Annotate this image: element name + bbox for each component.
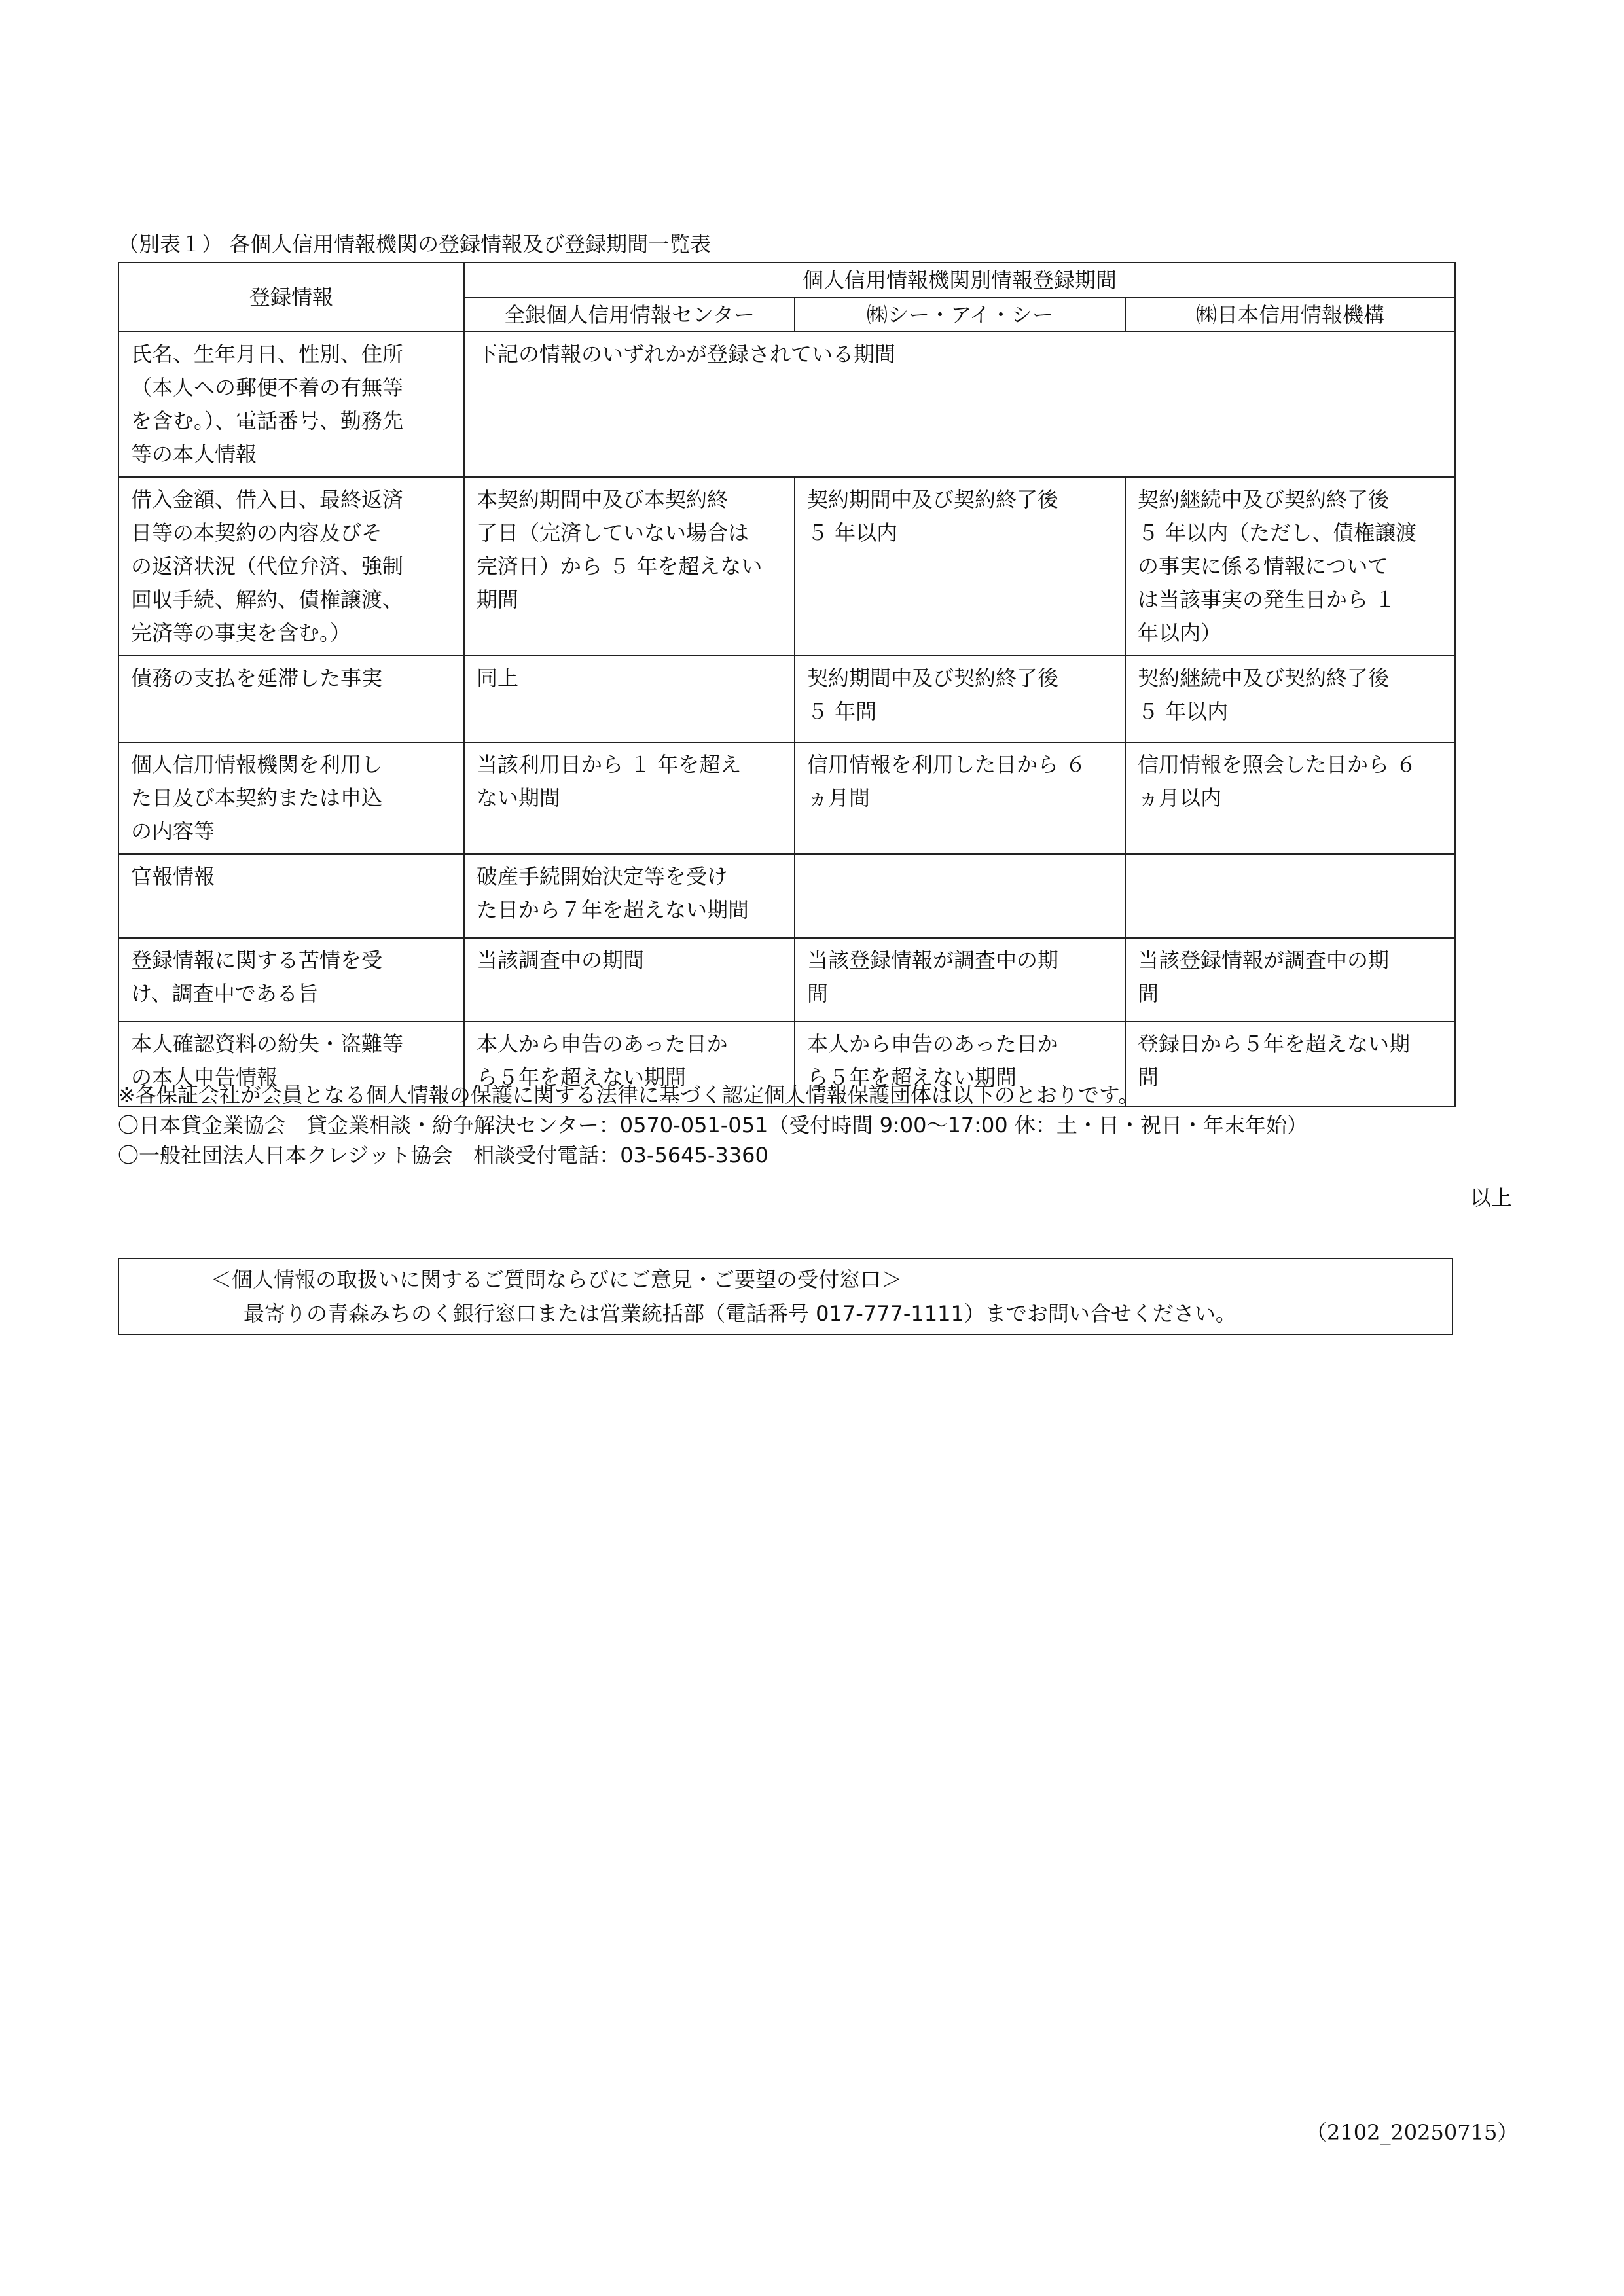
table-row xyxy=(118,742,1455,854)
row-period-jicc: 信用情報を照会した日から ６ ヵ月以内 xyxy=(1125,742,1455,854)
row-period-zengin: 当該調査中の期間 xyxy=(464,938,795,1022)
header-agency-zengin: 全銀個人信用情報センター xyxy=(464,298,795,332)
header-agency-jicc: ㈱日本信用情報機構 xyxy=(1125,298,1455,332)
document-code: （2102_20250715） xyxy=(1306,2120,1519,2145)
row-item-usage-date: 個人信用情報機関を利用し た日及び本契約または申込 の内容等 xyxy=(118,742,464,854)
row-period-cic: 契約期間中及び契約終了後 ５ 年間 xyxy=(795,656,1125,742)
page-title: （別表１） 各個人信用情報機関の登録情報及び登録期間一覧表 xyxy=(118,232,712,257)
row-period-cic: 当該登録情報が調査中の期 間 xyxy=(795,938,1125,1022)
note-japan-credit-assoc: 〇一般社団法人日本クレジット協会 相談受付電話：03-5645-3360 xyxy=(118,1143,768,1168)
header-agency-cic: ㈱シー・アイ・シー xyxy=(795,298,1125,332)
row-period-zengin: 同上 xyxy=(464,656,795,742)
header-registration-info: 登録情報 xyxy=(118,262,464,332)
header-agency-group: 個人信用情報機関別情報登録期間 xyxy=(464,262,1455,298)
row-item-official-gazette: 官報情報 xyxy=(118,854,464,938)
row-item-complaint: 登録情報に関する苦情を受 け、調査中である旨 xyxy=(118,938,464,1022)
row-item-personal-info: 氏名、生年月日、性別、住所 （本人への郵便不着の有無等 を含む。）、電話番号、勤務先 等の本人情報 xyxy=(118,332,464,477)
contact-title: ＜個人情報の取扱いに関するご質問ならびにご意見・ご要望の受付窓口＞ xyxy=(211,1267,903,1292)
row-period-jicc xyxy=(1125,854,1455,938)
note-certified-bodies: ※各保証会社が会員となる個人情報の保護に関する法律に基づく認定個人情報保護団体は以下のとおりです。 xyxy=(118,1083,1140,1107)
note-japan-money-lending-assoc: 〇日本貸金業協会 貸金業相談・紛争解決センター：0570-051-051（受付時間 9:00～17:00 休：土・日・祝日・年末年始） xyxy=(118,1113,1308,1138)
contact-body: 最寄りの青森みちのく銀行窓口または営業統括部（電話番号 017-777-1111）までお問い合せください。 xyxy=(244,1301,1236,1326)
table-row xyxy=(118,854,1455,938)
closing-mark: 以上 xyxy=(1470,1185,1513,1210)
row-item-contract: 借入金額、借入日、最終返済 日等の本契約の内容及びそ の返済状況（代位弁済、強制 回収手続、解約、債権譲渡、 完済等の事実を含む。） xyxy=(118,477,464,656)
row-period-jicc: 契約継続中及び契約終了後 ５ 年以内 xyxy=(1125,656,1455,742)
table-row xyxy=(118,938,1455,1022)
notes xyxy=(118,1080,1308,1170)
row-period-cic xyxy=(795,854,1125,938)
row-period-zengin: 本人から申告のあった日か ら５年を超えない期間 xyxy=(464,1022,795,1107)
row-period-jicc: 契約継続中及び契約終了後 ５ 年以内（ただし、債権譲渡 の事実に係る情報について は当該事実の発生日から １ 年以内） xyxy=(1125,477,1455,656)
row-period-merged: 下記の情報のいずれかが登録されている期間 xyxy=(464,332,1455,477)
row-period-jicc: 登録日から５年を超えない期 間 xyxy=(1125,1022,1455,1107)
table-row xyxy=(118,477,1455,656)
row-period-zengin: 本契約期間中及び本契約終 了日（完済していない場合は 完済日）から ５ 年を超えない 期間 xyxy=(464,477,795,656)
table-row xyxy=(118,332,1455,477)
row-item-self-report: 本人確認資料の紛失・盗難等 の本人申告情報 xyxy=(118,1022,464,1107)
row-period-cic: 本人から申告のあった日か ら５年を超えない期間 xyxy=(795,1022,1125,1107)
row-item-delinquency: 債務の支払を延滞した事実 xyxy=(118,656,464,742)
registration-period-table xyxy=(118,262,1456,1107)
row-period-cic: 契約期間中及び契約終了後 ５ 年以内 xyxy=(795,477,1125,656)
row-period-jicc: 当該登録情報が調査中の期 間 xyxy=(1125,938,1455,1022)
contact-box xyxy=(118,1258,1453,1335)
row-period-zengin: 破産手続開始決定等を受け た日から７年を超えない期間 xyxy=(464,854,795,938)
table-row xyxy=(118,656,1455,742)
row-period-zengin: 当該利用日から １ 年を超え ない期間 xyxy=(464,742,795,854)
row-period-cic: 信用情報を利用した日から ６ ヵ月間 xyxy=(795,742,1125,854)
